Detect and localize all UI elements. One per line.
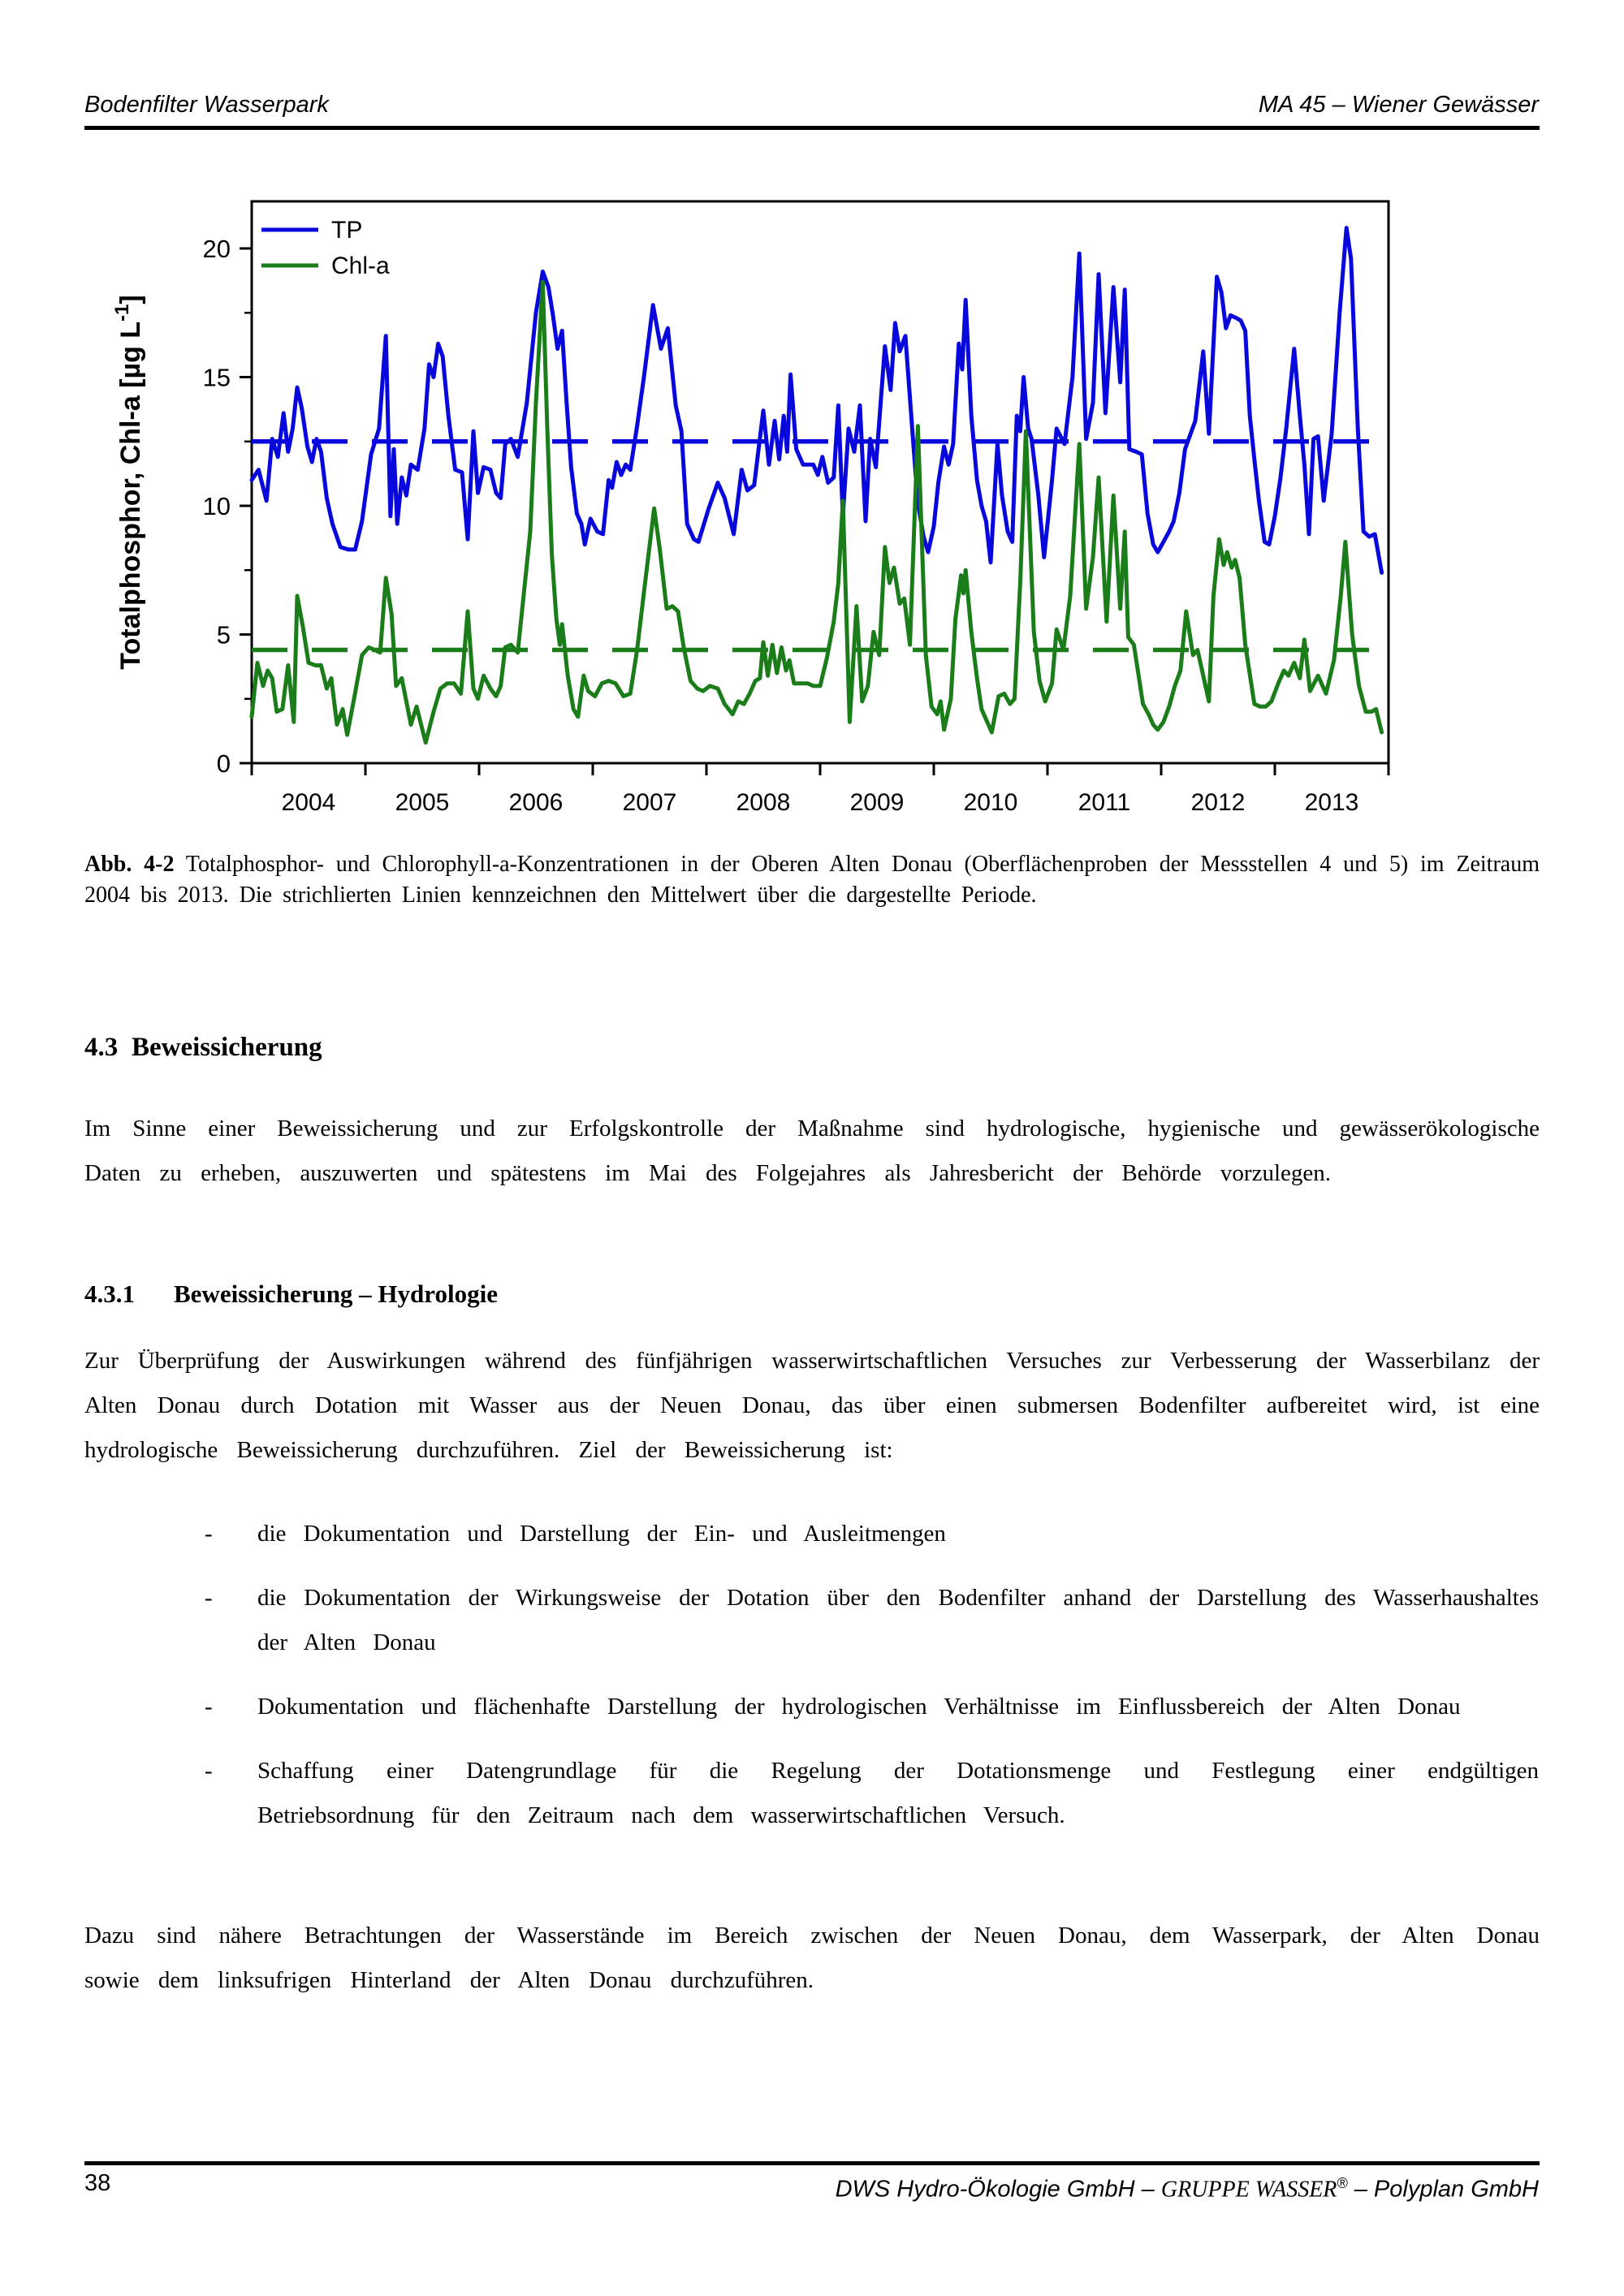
list-item-text: die Dokumentation der Wirkungsweise der Dotation über den Bodenfilter anhand der Darstellung des Wasserhaushaltes der Alten Donau: [257, 1585, 1539, 1655]
registered-trademark-icon: ®: [1337, 2175, 1348, 2191]
list-item: [205, 1576, 1539, 1665]
x-tick-label: 2011: [1078, 789, 1131, 816]
x-tick-label: 2010: [963, 789, 1018, 816]
footer-company-serif: GRUPPE WASSER: [1160, 2177, 1337, 2203]
section-4-3-heading: [84, 1033, 322, 1063]
y-axis-label: Totalphosphor, Chl-a [µg $L^{-1}$]: [111, 295, 146, 670]
header-left-text: Bodenfilter Wasserpark: [84, 92, 329, 118]
list-item: [205, 1749, 1539, 1838]
x-tick-label: 2005: [395, 789, 450, 816]
x-tick-label: 2012: [1190, 789, 1246, 816]
bullet-list: [205, 1512, 1539, 1858]
y-tick-label: 5: [216, 620, 231, 650]
x-tick-label: 2007: [622, 789, 677, 816]
footer-company-line: [836, 2169, 1539, 2204]
legend-label: TP: [331, 217, 363, 244]
header-rule: [84, 126, 1540, 130]
list-item-text: Dokumentation und flächenhafte Darstellung der hydrologischen Verhältnisse im Einflussbereich der Alten Donau: [257, 1694, 1461, 1720]
page-number: 38: [84, 2170, 111, 2196]
legend-label: Chl-a: [331, 252, 390, 279]
x-tick-label: 2009: [849, 789, 905, 816]
tp-chla-line-chart: [0, 162, 1624, 852]
section-4-3-title: Beweissicherung: [132, 1033, 322, 1062]
bullet-marker: -: [205, 1758, 213, 1784]
x-tick-label: 2013: [1304, 789, 1359, 816]
section-4-3-paragraph: Im Sinne einer Beweissicherung und zur Erfolgskontrolle der Maßnahme sind hydrologische, hygienische und gewässerökologische Daten zu erheben, auszuwerten und spätestens im Mai des Folgejahres als Jahresbericht der Behörde vorzulegen.: [84, 1116, 1540, 1186]
bullet-marker: -: [205, 1694, 213, 1720]
figure-4-2-chart: [0, 162, 1624, 852]
section-4-3-1-title: Beweissicherung – Hydrologie: [174, 1280, 498, 1308]
figure-caption-text: Totalphosphor- und Chlorophyll-a-Konzentrationen in der Oberen Alten Donau (Oberflächenproben der Messstellen 4 und 5) im Zeitraum 2004 bis 2013. Die strichlierten Linien kennzeichnen den Mittelwert über die dargestellte Periode.: [84, 852, 1540, 908]
x-tick-label: 2004: [281, 789, 336, 816]
footer-company-2: – Polyplan GmbH: [1347, 2176, 1539, 2203]
y-tick-label: 10: [202, 492, 231, 520]
y-tick-label: 15: [202, 363, 231, 392]
list-item: [205, 1512, 1539, 1556]
section-4-3-1-heading: [84, 1280, 498, 1309]
list-item-text: Schaffung einer Datengrundlage für die Regelung der Dotationsmenge und Festlegung einer endgültigen Betriebsordnung für den Zeitraum nach dem wasserwirtschaftlichen Versuch.: [257, 1758, 1539, 1828]
list-item: [205, 1685, 1539, 1729]
closing-paragraph: Dazu sind nähere Betrachtungen der Wasserstände im Bereich zwischen der Neuen Donau, dem Wasserpark, der Alten Donau sowie dem linksufrigen Hinterland der Alten Donau durchzuführen.: [84, 1923, 1540, 1993]
section-4-3-number: 4.3: [84, 1033, 119, 1062]
tp-series-line: [252, 228, 1382, 573]
figure-caption: [84, 849, 1540, 911]
footer-rule: [84, 2161, 1540, 2165]
bullet-marker: -: [205, 1521, 213, 1547]
bullet-marker: -: [205, 1585, 213, 1611]
footer-company-1: DWS Hydro-Ökologie GmbH –: [835, 2176, 1161, 2203]
y-tick-label: 0: [216, 749, 231, 778]
x-tick-label: 2008: [736, 789, 791, 816]
section-4-3-1-number: 4.3.1: [84, 1280, 135, 1308]
y-tick-label: 20: [202, 235, 231, 263]
list-item-text: die Dokumentation und Darstellung der Ein- und Ausleitmengen: [257, 1521, 946, 1547]
figure-caption-label: Abb. 4-2: [84, 852, 175, 877]
x-tick-label: 2006: [508, 789, 564, 816]
section-4-3-1-paragraph: Zur Überprüfung der Auswirkungen während des fünfjährigen wasserwirtschaftlichen Versuches zur Verbesserung der Wasserbilanz der Alten Donau durch Dotation mit Wasser aus der Neuen Donau, das über einen submersen Bodenfilter aufbereitet wird, ist eine hydrologische Beweissicherung durchzuführen. Ziel der Beweissicherung ist:: [84, 1348, 1540, 1463]
header-right-text: MA 45 – Wiener Gewässer: [1258, 92, 1539, 118]
